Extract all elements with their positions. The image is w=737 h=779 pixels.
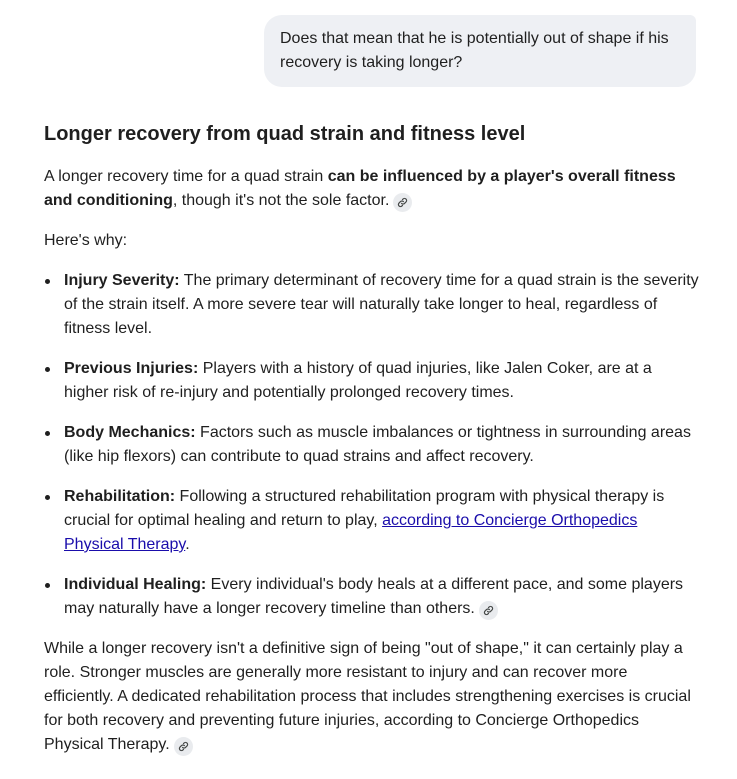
point-title: Individual Healing: <box>64 576 207 593</box>
intro-paragraph <box>44 165 700 213</box>
source-link-chip[interactable] <box>174 737 193 756</box>
point-title: Body Mechanics: <box>64 424 196 441</box>
reasons-list <box>44 269 700 621</box>
summary-paragraph <box>44 637 700 757</box>
concierge-orthopedics-link[interactable]: according to Concierge Orthopedics Physical Therapy <box>64 512 638 553</box>
point-text: The primary determinant of recovery time for a quad strain is the severity of the strain itself. A more severe tear will naturally take longer to heal, regardless of fitness level. <box>64 272 699 337</box>
point-text: Following a structured rehabilitation program with physical therapy is crucial for optimal healing and return to play, <box>64 488 665 529</box>
point-title: Previous Injuries: <box>64 360 199 377</box>
intro-text-after: , though it's not the sole factor. <box>172 192 390 209</box>
source-link-chip[interactable] <box>393 193 412 212</box>
response-heading: Longer recovery from quad strain and fitness level <box>44 123 526 145</box>
list-item <box>44 269 700 341</box>
user-message-bubble <box>264 15 696 87</box>
point-text: Factors such as muscle imbalances or tightness in surrounding areas (like hip flexors) can contribute to quad strains and affect recovery. <box>64 424 691 465</box>
list-item <box>44 573 700 621</box>
intro-text-before: A longer recovery time for a quad strain <box>44 168 328 185</box>
point-text: Players with a history of quad injuries, like Jalen Coker, are at a higher risk of re-injury and potentially prolonged recovery times. <box>64 360 652 401</box>
list-item <box>44 485 700 557</box>
list-item <box>44 421 700 469</box>
point-text: Every individual's body heals at a different pace, and some players may naturally have a longer recovery timeline than others. <box>64 576 684 617</box>
point-title: Rehabilitation: <box>64 488 176 505</box>
summary-text: While a longer recovery isn't a definitive sign of being "out of shape," it can certainly play a role. Stronger muscles are generally more resistant to injury and can recover more efficiently. A dedicated rehabilitation process that includes strengthening exercises is crucial for both recovery and preventing future injuries, according to Concierge Orthopedics Physical Therapy. <box>44 640 691 753</box>
source-link-chip[interactable] <box>479 601 498 620</box>
intro-bold-text: can be influenced by a player's overall fitness and conditioning <box>44 168 676 209</box>
link-icon <box>178 741 189 752</box>
list-item <box>44 357 700 405</box>
link-icon <box>483 605 494 616</box>
point-title: Injury Severity: <box>64 272 180 289</box>
link-icon <box>397 197 408 208</box>
why-label: Here's why: <box>44 232 128 249</box>
response-body <box>44 120 700 757</box>
point-text-after: . <box>185 536 190 553</box>
user-message-text: Does that mean that he is potentially out of shape if his recovery is taking longer? <box>280 30 669 71</box>
